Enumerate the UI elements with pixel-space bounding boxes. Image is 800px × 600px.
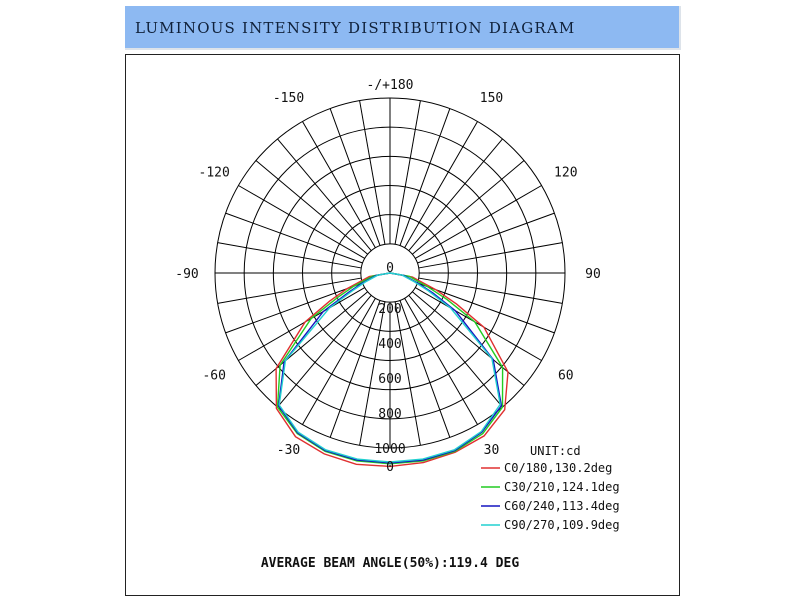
axis-labels (175, 78, 601, 475)
angle-label: 120 (554, 165, 578, 181)
grid-spoke (395, 101, 420, 245)
grid-spoke (226, 213, 363, 263)
angle-label: -60 (202, 368, 226, 384)
angle-label: -30 (276, 442, 301, 458)
angle-label: -150 (272, 91, 305, 107)
radial-label: 1000 (374, 442, 406, 457)
angle-label: 0 (386, 460, 394, 475)
grid-spoke (419, 243, 563, 268)
radial-label: 600 (378, 372, 402, 387)
radial-label: 0 (386, 261, 394, 276)
unit-label: UNIT:cd (530, 444, 581, 458)
legend-entry: C0/180,130.2deg (504, 461, 613, 475)
grid-spoke (218, 243, 362, 268)
radial-label: 800 (378, 407, 402, 422)
radial-label: 200 (378, 302, 402, 317)
legend-entry: C90/270,109.9deg (504, 518, 620, 532)
grid-spoke (400, 300, 450, 437)
grid-spoke (256, 161, 368, 255)
grid-spoke (226, 283, 363, 333)
angle-label: -120 (198, 165, 230, 181)
angle-label: -/+180 (366, 78, 414, 93)
grid-spoke (417, 213, 554, 263)
grid-spoke (412, 161, 524, 255)
angle-label: -90 (175, 267, 199, 282)
angle-label: 150 (479, 91, 504, 107)
chart-title: LUMINOUS INTENSITY DISTRIBUTION DIAGRAM (135, 19, 576, 37)
legend-entry: C30/210,124.1deg (504, 480, 620, 494)
grid-spoke (400, 109, 450, 246)
angle-label: 90 (585, 267, 601, 282)
grid-spoke (278, 139, 372, 251)
grid-spoke (360, 101, 385, 245)
legend-entry: C60/240,113.4deg (504, 499, 620, 513)
grid-spoke (330, 109, 380, 246)
grid-spoke (409, 139, 503, 251)
radial-label: 400 (378, 337, 402, 352)
angle-label: 30 (483, 442, 500, 458)
grid-spoke (256, 292, 368, 386)
beam-angle-footer: AVERAGE BEAM ANGLE(50%):119.4 DEG (260, 556, 520, 571)
grid-spoke (330, 300, 380, 437)
legend (481, 444, 620, 532)
angle-label: 60 (557, 368, 574, 384)
